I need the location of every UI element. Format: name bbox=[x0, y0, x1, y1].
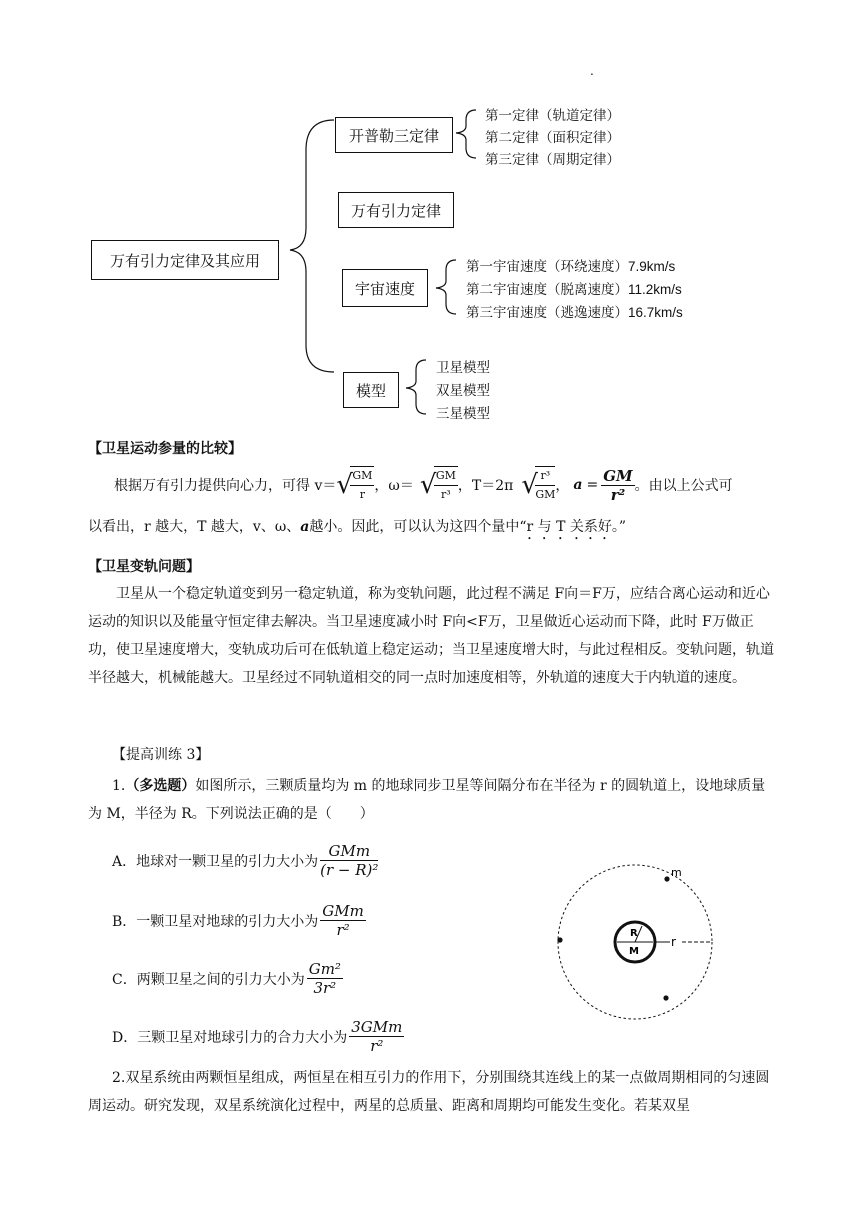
emphasis-text: r 与 T 关系好 bbox=[526, 519, 612, 535]
cosmic-speed-3-value: 16.7km/s bbox=[628, 305, 683, 320]
v-num: GM bbox=[350, 467, 374, 486]
section1-line2-c: 。” bbox=[611, 519, 627, 535]
model-1: 卫星模型 bbox=[436, 360, 490, 376]
omega-num: GM bbox=[434, 467, 458, 486]
kepler-box: 开普勒三定律 bbox=[335, 117, 453, 153]
omega-den: r³ bbox=[441, 488, 451, 501]
sqrt-omega: √ $\frac{GM}{\text{r³}}$ bbox=[420, 466, 458, 504]
a-num: GM bbox=[603, 466, 633, 485]
section3-heading: 【提高训练 3】 bbox=[112, 747, 210, 763]
kepler-brace bbox=[456, 110, 476, 158]
cosmic-speed-1-name: 第一宇宙速度（环绕速度） bbox=[466, 259, 628, 275]
option-b-den: r² bbox=[336, 921, 350, 939]
section1-line1-d: ， bbox=[555, 478, 570, 494]
section2-text: 卫星从一个稳定轨道变到另一稳定轨道，称为变轨问题，此过程不满足 F向＝F万，应结合离心运动和近心运动的知识以及能量守恒定律去解决。当卫星速度减小时 F向<F万，卫星做近心运动而下降，此时 F万做正功，使卫星速度增大，变轨成功后可在低轨道上稳定运动；当卫星速度增大时，与此过程相反。变轨问题，轨道半径越大，机械能越大。卫星经过不同轨道相交的同一点时加速度相等，外轨道的速度大于内轨道的速度。 bbox=[88, 586, 774, 686]
section1-line2-a: 以看出，r 越大，T 越大，v、ω、 bbox=[88, 519, 301, 535]
orbit-r-label: r bbox=[671, 935, 676, 949]
option-b-label: B．一颗卫星对地球的引力大小为 bbox=[112, 913, 319, 930]
kepler-law-1: 第一定律（轨道定律） bbox=[485, 108, 620, 124]
q1-number: 1. bbox=[112, 778, 126, 794]
option-b-num: GMm bbox=[322, 902, 364, 920]
option-d-label: D．三颗卫星对地球引力的合力大小为 bbox=[112, 1029, 348, 1046]
option-a-num: GMm bbox=[320, 842, 378, 861]
kepler-law-3: 第三定律（周期定律） bbox=[485, 152, 620, 168]
q1-tag: （多选题） bbox=[125, 778, 196, 794]
option-c[interactable] bbox=[112, 960, 343, 997]
cosmic-speed-3 bbox=[466, 301, 683, 321]
section1-line1: 根据万有引力提供向心力，可得 v＝ √ $\frac{GM}{r}$ ，ω＝ √ $\frac{GM}{\text{r³}}$ ，T＝2π √ $\frac{\text{r³}}{GM}$ ， a = $\frac{GM}{\text{r²}}$ 。由以上公式可 bbox=[114, 466, 733, 504]
section1-line1-a: 根据万有引力提供向心力，可得 v＝ bbox=[114, 478, 337, 494]
satellite-top bbox=[664, 876, 669, 881]
cosmic-box: 宇宙速度 bbox=[342, 269, 428, 307]
orbit-figure bbox=[550, 856, 730, 1036]
option-d-den: r² bbox=[370, 1037, 384, 1055]
sqrt-v: √ $\frac{GM}{r}$ bbox=[336, 466, 374, 504]
mindmap-root: 万有引力定律及其应用 bbox=[91, 240, 279, 280]
gravitation-box: 万有引力定律 bbox=[338, 192, 454, 228]
section1-line2 bbox=[88, 516, 626, 543]
option-a-den: (r − R)² bbox=[320, 861, 379, 879]
section2-heading: 【卫星变轨问题】 bbox=[88, 559, 200, 575]
v-den: r bbox=[359, 488, 366, 501]
section1-line1-b: ，ω＝ bbox=[374, 478, 414, 494]
option-d-num: 3GMm bbox=[351, 1018, 403, 1036]
model-2: 双星模型 bbox=[436, 383, 490, 399]
T-den: GM bbox=[535, 488, 556, 501]
satellite-left bbox=[557, 937, 562, 942]
option-a[interactable] bbox=[112, 842, 378, 879]
earth-R-label: R bbox=[630, 928, 638, 939]
option-b[interactable] bbox=[112, 902, 366, 939]
models-brace bbox=[406, 360, 426, 414]
q1-text: 如图所示，三颗质量均为 m 的地球同步卫星等间隔分布在半径为 r 的圆轨道上，设地球质量为 M，半径为 R。下列说法正确的是（ ） bbox=[88, 778, 766, 822]
cosmic-speed-1-value: 7.9km/s bbox=[628, 259, 676, 274]
cosmic-speed-3-name: 第三宇宙速度（逃逸速度） bbox=[466, 305, 628, 321]
section1-heading: 【卫星运动参量的比较】 bbox=[88, 441, 242, 457]
header-mark: . bbox=[590, 64, 594, 78]
a-den: r² bbox=[610, 485, 626, 504]
satellite-bottom bbox=[663, 995, 668, 1000]
section1-line1-e: 。由以上公式可 bbox=[634, 478, 733, 494]
cosmic-speed-1 bbox=[466, 255, 675, 275]
kepler-law-2: 第二定律（面积定律） bbox=[485, 130, 620, 146]
section1-line1-c: ，T＝2π bbox=[457, 478, 514, 494]
option-c-label: C．两颗卫星之间的引力大小为 bbox=[112, 971, 305, 988]
sym-a-2: a bbox=[300, 519, 310, 535]
question-1 bbox=[88, 772, 778, 828]
cosmic-speed-2 bbox=[466, 278, 682, 298]
sat-m-label: m bbox=[671, 866, 682, 879]
cosmic-speed-2-value: 11.2km/s bbox=[628, 282, 682, 297]
sym-a: a bbox=[573, 477, 583, 493]
section1-line2-b: 越小。因此，可以认为这四个量中“ bbox=[309, 519, 527, 535]
models-box: 模型 bbox=[343, 372, 399, 408]
cosmic-speed-2-name: 第二宇宙速度（脱离速度） bbox=[466, 282, 628, 298]
model-3: 三星模型 bbox=[436, 406, 490, 422]
option-d[interactable] bbox=[112, 1018, 404, 1055]
option-c-den: 3r² bbox=[313, 979, 337, 997]
cosmic-brace bbox=[436, 260, 456, 314]
question-2: 2.双星系统由两颗恒星组成，两恒星在相互引力的作用下，分别围绕其连线上的某一点做周期相同的匀速圆周运动。研究发现，双星系统演化过程中，两星的总质量、距离和周期均可能发生变化。若某双星 bbox=[88, 1070, 770, 1114]
sqrt-T: √ $\frac{\text{r³}}{GM}$ bbox=[521, 466, 555, 504]
option-a-label: A．地球对一颗卫星的引力大小为 bbox=[112, 853, 319, 870]
earth-M-label: M bbox=[629, 946, 639, 957]
option-c-num: Gm² bbox=[308, 960, 341, 978]
T-num: r³ bbox=[535, 467, 555, 486]
main-brace bbox=[290, 120, 334, 372]
